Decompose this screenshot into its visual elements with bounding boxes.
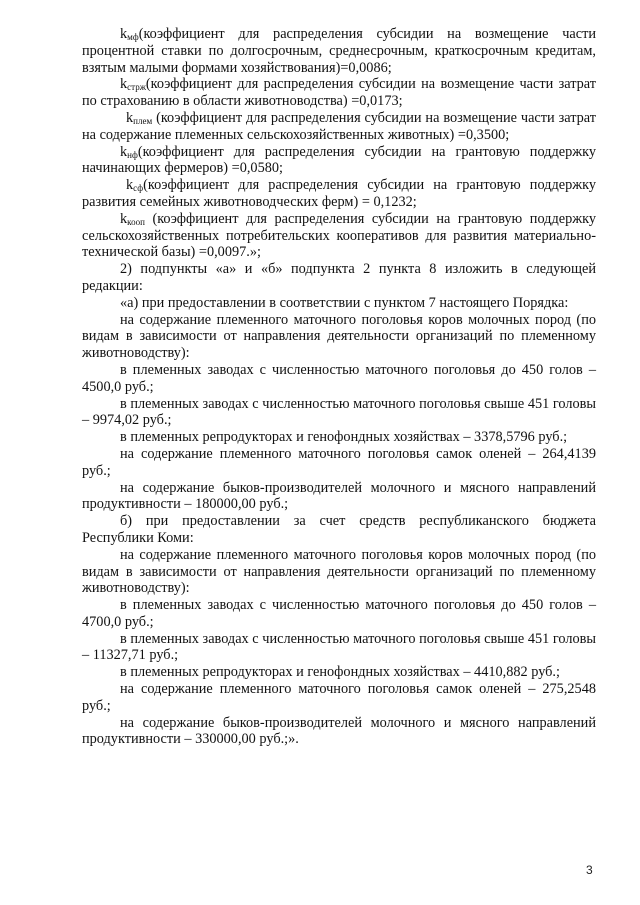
coef-text: (коэффициент для распределения субсидии на грантовую поддержку начинающих фермеров) =0,0580; [82, 143, 596, 177]
document-body [82, 26, 596, 748]
page-number: 3 [586, 863, 593, 877]
coef-symbol: k [126, 109, 134, 126]
coef-subscript: стрж [127, 82, 146, 93]
subitem-a-line: в племенных репродукторах и генофондных хозяйствах – 3378,5796 руб.; [120, 429, 568, 446]
coef-symbol: k [120, 76, 128, 93]
subitem-a-heading: «а) при предоставлении в соответствии с пунктом 7 настоящего Порядка: [120, 294, 569, 311]
subitem-b-line: в племенных заводах с численностью маточного поголовья свыше 451 головы – 11327,71 руб.; [82, 630, 596, 664]
coef-ksf-paragraph [82, 177, 596, 211]
coef-knf-paragraph [82, 144, 596, 178]
coef-subscript: нф [127, 149, 138, 160]
subitem-b-heading: б) при предоставлении за счет средств республиканского бюджета Республики Коми: [82, 513, 596, 546]
amendment-item-2: 2) подпункты «а» и «б» подпункта 2 пункта 8 изложить в следующей редакции: [82, 261, 596, 294]
subitem-a-line: на содержание племенного маточного поголовья коров молочных пород (по видам в зависимости от направления деятельности организаций по племенному животноводству): [82, 311, 596, 362]
coef-kstrzh-paragraph [82, 76, 596, 110]
coef-kplem-paragraph [82, 110, 596, 144]
subitem-b-line: на содержание племенного маточного поголовья коров молочных пород (по видам в зависимости от направления деятельности организаций по племенному животноводству): [82, 546, 596, 597]
coef-kkoop-paragraph [82, 211, 596, 261]
subitem-a-line: на содержание племенного маточного поголовья самок оленей – 264,4139 руб.; [82, 445, 596, 479]
coef-text: (коэффициент для распределения субсидии на возмещение части процентной ставки по долгосрочным, среднесрочным, краткосрочным кредитам, взятым малыми формами хозяйствования)=0,0086; [82, 26, 596, 76]
coef-text: (коэффициент для распределения субсидии на возмещение части затрат на содержание племенных сельскохозяйственных животных) =0,3500; [82, 109, 596, 143]
coef-symbol: k [120, 26, 128, 42]
coef-text: (коэффициент для распределения субсидии на грантовую поддержку сельскохозяйственных потребительских кооперативов для развития материально-технической базы) =0,0097.»; [82, 210, 596, 261]
coef-symbol: k [120, 210, 128, 227]
coef-subscript: плем [133, 115, 153, 126]
subitem-b-line: на содержание племенного маточного поголовья самок оленей – 275,2548 руб.; [82, 681, 596, 714]
subitem-b-line: в племенных заводах с численностью маточного поголовья до 450 голов – 4700,0 руб.; [82, 597, 596, 630]
coef-kmf-paragraph [82, 26, 596, 76]
subitem-a-line: в племенных заводах с численностью маточного поголовья свыше 451 головы – 9974,02 руб.; [82, 395, 596, 429]
subitem-b-line: в племенных репродукторах и генофондных хозяйствах – 4410,882 руб.; [120, 664, 560, 681]
coef-subscript: мф [127, 32, 139, 42]
coef-symbol: k [126, 177, 134, 194]
coef-text: (коэффициент для распределения субсидии на возмещение части затрат по страхованию в области животноводства) =0,0173; [82, 76, 596, 110]
subitem-b-line: на содержание быков-производителей молочного и мясного направлений продуктивности – 330000,00 руб.;». [82, 714, 596, 748]
coef-text: (коэффициент для распределения субсидии на грантовую поддержку развития семейных животноводческих ферм) = 0,1232; [82, 177, 596, 210]
coef-subscript: кооп [127, 216, 145, 227]
coef-symbol: k [120, 143, 128, 160]
subitem-a-line: в племенных заводах с численностью маточного поголовья до 450 голов – 4500,0 руб.; [82, 361, 596, 395]
subitem-a-line: на содержание быков-производителей молочного и мясного направлений продуктивности – 180000,00 руб.; [82, 479, 596, 513]
coef-subscript: сф [133, 183, 144, 194]
